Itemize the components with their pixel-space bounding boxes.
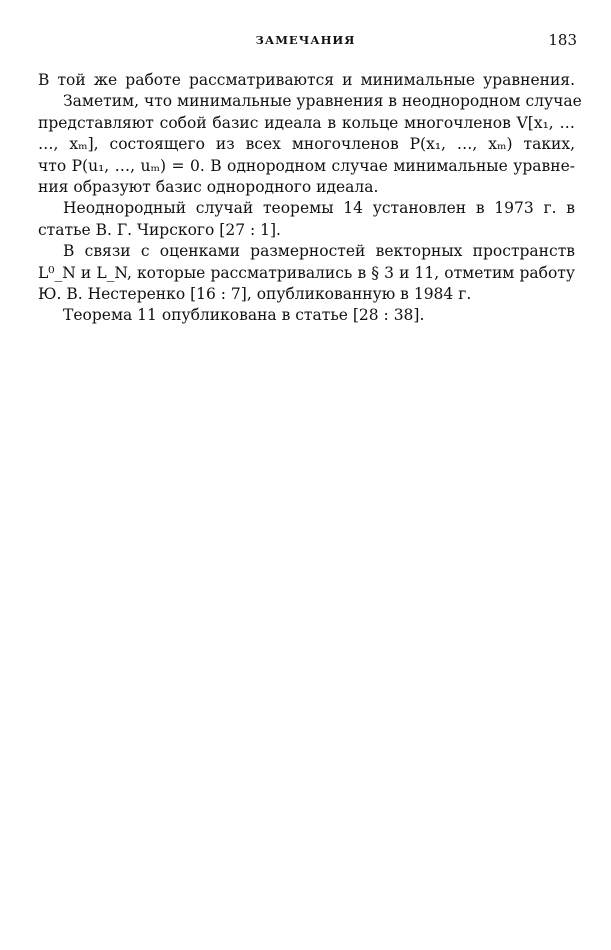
text-line: что P(u₁, …, uₘ) = 0. В однородном случае минимальные уравне- [38,156,575,175]
text-line: Неоднородный случай теоремы 14 установлен в 1973 г. в [63,199,575,218]
running-header: ЗАМЕЧАНИЯ [255,33,356,47]
text-line: ния образуют базис однородного идеала. [38,177,379,196]
text-line: В связи с оценками размерностей векторных пространств [63,242,575,261]
body-text [38,70,582,327]
text-line: Ю. В. Нестеренко [16 : 7], опубликованную в 1984 г. [38,284,472,303]
text-line: В той же работе рассматриваются и минимальные уравнения. [38,71,575,89]
page-number: 183 [548,31,577,49]
text-line: Теорема 11 опубликована в статье [28 : 38]. [63,306,425,325]
text-line: статье В. Г. Чирского [27 : 1]. [38,220,281,239]
text-line: …, xₘ], состоящего из всех многочленов P(x₁, …, xₘ) таких, [38,135,575,154]
text-line: представляют собой базис идеала в кольце многочленов V[x₁, … [38,113,575,132]
text-line: Заметим, что минимальные уравнения в неоднородном случае [63,92,582,111]
text-line: L⁰_N и L_N, которые рассматривались в § 3 и 11, отметим работу [38,263,575,282]
